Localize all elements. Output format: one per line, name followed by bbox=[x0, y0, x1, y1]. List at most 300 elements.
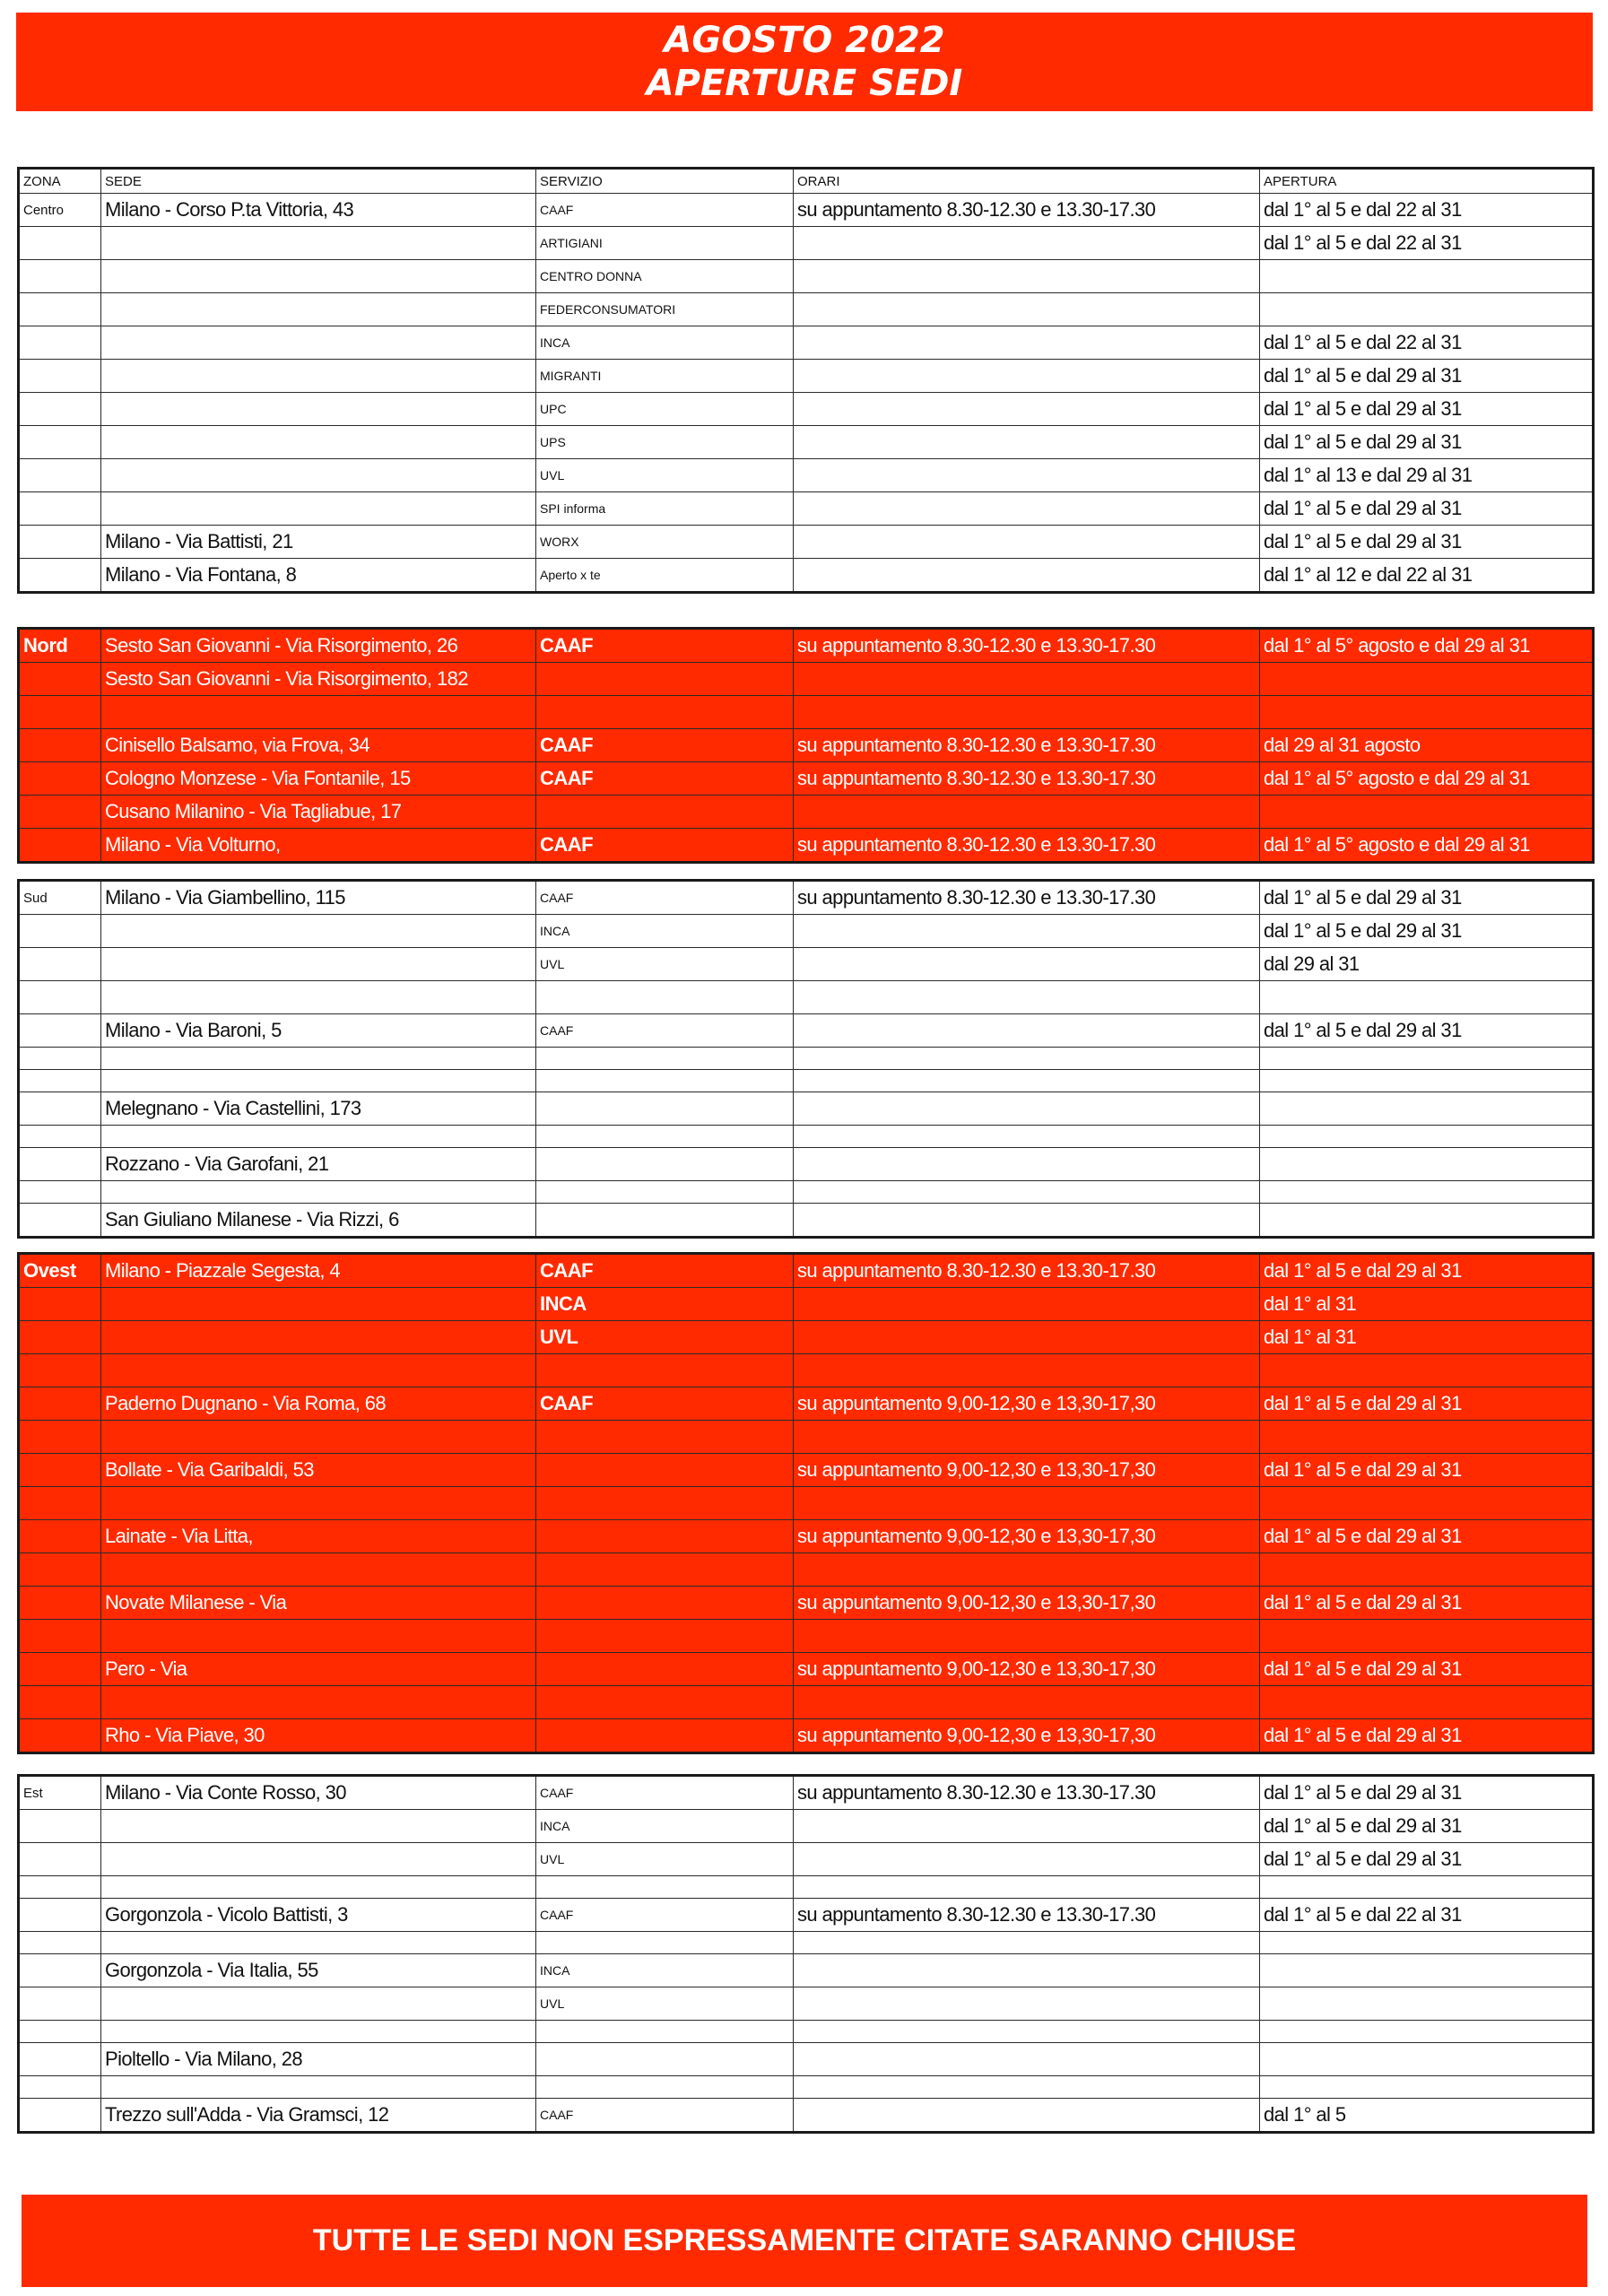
cell-apertura: dal 1° al 5 e dal 29 al 31 bbox=[1260, 1653, 1594, 1686]
table-row bbox=[19, 1587, 1594, 1620]
cell-servizio: CAAF bbox=[536, 2099, 794, 2133]
cell-sede bbox=[101, 492, 536, 526]
cell-apertura: dal 1° al 5 e dal 22 al 31 bbox=[1260, 227, 1594, 260]
cell-servizio: FEDERCONSUMATORI bbox=[536, 293, 794, 326]
cell-sede bbox=[101, 326, 536, 360]
cell-sede bbox=[101, 1487, 536, 1520]
cell-sede: Milano - Via Battisti, 21 bbox=[101, 526, 536, 559]
cell-sede bbox=[101, 696, 536, 729]
cell-apertura: dal 1° al 5 e dal 29 al 31 bbox=[1260, 1776, 1594, 1810]
table-row bbox=[19, 293, 1594, 326]
cell-zona bbox=[19, 1810, 101, 1843]
cell-zona bbox=[19, 829, 101, 863]
cell-sede bbox=[101, 981, 536, 1014]
cell-zona bbox=[19, 1719, 101, 1753]
cell-apertura: dal 1° al 5 e dal 29 al 31 bbox=[1260, 426, 1594, 459]
cell-sede bbox=[101, 1810, 536, 1843]
cell-apertura: dal 1° al 5 e dal 29 al 31 bbox=[1260, 1810, 1594, 1843]
cell-servizio bbox=[536, 1587, 794, 1620]
rows-centro bbox=[19, 194, 1594, 593]
cell-apertura bbox=[1260, 1876, 1594, 1899]
cell-zona: Est bbox=[19, 1776, 101, 1810]
cell-servizio bbox=[536, 1181, 794, 1204]
cell-zona bbox=[19, 1520, 101, 1553]
cell-sede: Melegnano - Via Castellini, 173 bbox=[101, 1092, 536, 1126]
cell-zona: Sud bbox=[19, 881, 101, 915]
cell-servizio: CAAF bbox=[536, 729, 794, 762]
cell-orari: su appuntamento 9,00-12,30 e 13,30-17,30 bbox=[794, 1653, 1260, 1686]
cell-zona bbox=[19, 1454, 101, 1487]
table-row bbox=[19, 1620, 1594, 1653]
cell-sede bbox=[101, 293, 536, 326]
cell-apertura: dal 1° al 5° agosto e dal 29 al 31 bbox=[1260, 829, 1594, 863]
cell-sede: Milano - Piazzale Segesta, 4 bbox=[101, 1254, 536, 1288]
table-row bbox=[19, 2021, 1594, 2043]
cell-orari: su appuntamento 9,00-12,30 e 13,30-17,30 bbox=[794, 1454, 1260, 1487]
cell-servizio: INCA bbox=[536, 915, 794, 948]
cell-zona bbox=[19, 2076, 101, 2099]
cell-zona bbox=[19, 1048, 101, 1070]
cell-servizio: CAAF bbox=[536, 629, 794, 663]
table-sud bbox=[17, 879, 1595, 1239]
cell-sede: Rho - Via Piave, 30 bbox=[101, 1719, 536, 1753]
cell-apertura: dal 1° al 5 e dal 29 al 31 bbox=[1260, 492, 1594, 526]
cell-servizio: CAAF bbox=[536, 1254, 794, 1288]
cell-zona bbox=[19, 1987, 101, 2021]
cell-orari bbox=[794, 2043, 1260, 2076]
table-row bbox=[19, 426, 1594, 459]
cell-servizio bbox=[536, 1148, 794, 1181]
cell-apertura bbox=[1260, 1354, 1594, 1387]
table-row bbox=[19, 1653, 1594, 1686]
cell-servizio: CAAF bbox=[536, 762, 794, 796]
cell-orari bbox=[794, 696, 1260, 729]
cell-apertura bbox=[1260, 1987, 1594, 2021]
cell-apertura: dal 1° al 5 e dal 29 al 31 bbox=[1260, 915, 1594, 948]
table-est bbox=[17, 1774, 1595, 2134]
cell-servizio bbox=[536, 1653, 794, 1686]
table-row bbox=[19, 1092, 1594, 1126]
cell-apertura: dal 1° al 5 bbox=[1260, 2099, 1594, 2133]
cell-sede: Milano - Via Fontana, 8 bbox=[101, 559, 536, 593]
cell-zona bbox=[19, 1587, 101, 1620]
cell-zona bbox=[19, 426, 101, 459]
cell-sede: Cologno Monzese - Via Fontanile, 15 bbox=[101, 762, 536, 796]
cell-sede bbox=[101, 1288, 536, 1321]
cell-orari bbox=[794, 1553, 1260, 1587]
cell-apertura bbox=[1260, 1686, 1594, 1719]
cell-servizio bbox=[536, 696, 794, 729]
table-row bbox=[19, 1932, 1594, 1954]
table-nord bbox=[17, 627, 1595, 864]
cell-apertura: dal 1° al 5 e dal 22 al 31 bbox=[1260, 326, 1594, 360]
cell-zona bbox=[19, 1126, 101, 1148]
table-row bbox=[19, 1686, 1594, 1719]
cell-servizio bbox=[536, 1126, 794, 1148]
cell-orari bbox=[794, 1014, 1260, 1048]
cell-servizio: MIGRANTI bbox=[536, 360, 794, 393]
cell-sede: Milano - Via Conte Rosso, 30 bbox=[101, 1776, 536, 1810]
table-row bbox=[19, 829, 1594, 863]
cell-orari bbox=[794, 526, 1260, 559]
cell-servizio bbox=[536, 2043, 794, 2076]
header-zona: ZONA bbox=[19, 169, 101, 194]
cell-orari bbox=[794, 663, 1260, 696]
table-row bbox=[19, 1553, 1594, 1587]
cell-apertura bbox=[1260, 696, 1594, 729]
cell-zona bbox=[19, 1354, 101, 1387]
cell-sede: Gorgonzola - Via Italia, 55 bbox=[101, 1954, 536, 1987]
cell-orari bbox=[794, 2021, 1260, 2043]
cell-apertura: dal 1° al 5 e dal 29 al 31 bbox=[1260, 393, 1594, 426]
cell-apertura: dal 1° al 5 e dal 29 al 31 bbox=[1260, 881, 1594, 915]
cell-servizio bbox=[536, 1421, 794, 1454]
table-row bbox=[19, 1321, 1594, 1354]
cell-apertura bbox=[1260, 293, 1594, 326]
cell-apertura bbox=[1260, 1553, 1594, 1587]
cell-sede: Cinisello Balsamo, via Frova, 34 bbox=[101, 729, 536, 762]
cell-orari: su appuntamento 8.30-12.30 e 13.30-17.30 bbox=[794, 629, 1260, 663]
cell-sede: Milano - Corso P.ta Vittoria, 43 bbox=[101, 194, 536, 227]
cell-zona bbox=[19, 1843, 101, 1876]
cell-sede: Trezzo sull'Adda - Via Gramsci, 12 bbox=[101, 2099, 536, 2133]
cell-sede bbox=[101, 948, 536, 981]
header-orari: ORARI bbox=[794, 169, 1260, 194]
cell-servizio bbox=[536, 2021, 794, 2043]
cell-servizio: INCA bbox=[536, 1288, 794, 1321]
table-ovest bbox=[17, 1252, 1595, 1754]
cell-apertura: dal 1° al 5 e dal 22 al 31 bbox=[1260, 1899, 1594, 1932]
cell-sede bbox=[101, 1126, 536, 1148]
cell-sede bbox=[101, 1181, 536, 1204]
cell-servizio bbox=[536, 663, 794, 696]
cell-apertura: dal 1° al 5° agosto e dal 29 al 31 bbox=[1260, 762, 1594, 796]
cell-orari bbox=[794, 293, 1260, 326]
cell-sede: Novate Milanese - Via bbox=[101, 1587, 536, 1620]
table-row bbox=[19, 1876, 1594, 1899]
cell-orari bbox=[794, 1126, 1260, 1148]
cell-zona bbox=[19, 1620, 101, 1653]
table-row bbox=[19, 1126, 1594, 1148]
cell-apertura bbox=[1260, 1148, 1594, 1181]
cell-orari bbox=[794, 1620, 1260, 1653]
cell-apertura: dal 1° al 5 e dal 29 al 31 bbox=[1260, 526, 1594, 559]
cell-orari bbox=[794, 1070, 1260, 1092]
cell-orari bbox=[794, 1987, 1260, 2021]
table-row bbox=[19, 1204, 1594, 1238]
cell-apertura bbox=[1260, 1954, 1594, 1987]
table-row bbox=[19, 1776, 1594, 1810]
cell-zona bbox=[19, 526, 101, 559]
cell-servizio bbox=[536, 1553, 794, 1587]
cell-zona bbox=[19, 1954, 101, 1987]
rows-est bbox=[19, 1776, 1594, 2133]
cell-apertura bbox=[1260, 1421, 1594, 1454]
header-row bbox=[19, 169, 1594, 194]
cell-zona bbox=[19, 1014, 101, 1048]
header-apertura: APERTURA bbox=[1260, 169, 1594, 194]
rows-ovest bbox=[19, 1254, 1594, 1753]
table-row bbox=[19, 1288, 1594, 1321]
cell-apertura bbox=[1260, 1620, 1594, 1653]
table-row bbox=[19, 559, 1594, 593]
cell-apertura bbox=[1260, 1487, 1594, 1520]
cell-apertura: dal 1° al 5 e dal 29 al 31 bbox=[1260, 1520, 1594, 1553]
cell-servizio bbox=[536, 1520, 794, 1553]
cell-orari bbox=[794, 1421, 1260, 1454]
cell-orari: su appuntamento 8.30-12.30 e 13.30-17.30 bbox=[794, 1254, 1260, 1288]
cell-orari bbox=[794, 2099, 1260, 2133]
cell-sede: Sesto San Giovanni - Via Risorgimento, 26 bbox=[101, 629, 536, 663]
rows-nord bbox=[19, 629, 1594, 863]
cell-apertura bbox=[1260, 260, 1594, 293]
cell-servizio bbox=[536, 1354, 794, 1387]
table-row bbox=[19, 1987, 1594, 2021]
cell-zona bbox=[19, 762, 101, 796]
cell-sede bbox=[101, 1843, 536, 1876]
cell-zona bbox=[19, 729, 101, 762]
cell-zona bbox=[19, 1653, 101, 1686]
cell-zona bbox=[19, 915, 101, 948]
cell-servizio: UPS bbox=[536, 426, 794, 459]
cell-sede: Milano - Via Giambellino, 115 bbox=[101, 881, 536, 915]
table-row bbox=[19, 981, 1594, 1014]
cell-zona bbox=[19, 1421, 101, 1454]
cell-apertura bbox=[1260, 1932, 1594, 1954]
cell-servizio: INCA bbox=[536, 1954, 794, 1987]
cell-zona bbox=[19, 459, 101, 492]
cell-sede bbox=[101, 1932, 536, 1954]
cell-apertura: dal 1° al 5 e dal 29 al 31 bbox=[1260, 1719, 1594, 1753]
cell-apertura: dal 1° al 31 bbox=[1260, 1288, 1594, 1321]
cell-zona bbox=[19, 1932, 101, 1954]
cell-zona bbox=[19, 1204, 101, 1238]
cell-apertura bbox=[1260, 1070, 1594, 1092]
cell-orari bbox=[794, 1148, 1260, 1181]
title-month: AGOSTO 2022 bbox=[664, 20, 945, 61]
table-row bbox=[19, 629, 1594, 663]
cell-servizio: CAAF bbox=[536, 1899, 794, 1932]
cell-zona bbox=[19, 2021, 101, 2043]
cell-apertura bbox=[1260, 1092, 1594, 1126]
cell-orari bbox=[794, 1048, 1260, 1070]
cell-orari bbox=[794, 360, 1260, 393]
cell-zona bbox=[19, 260, 101, 293]
cell-apertura bbox=[1260, 2021, 1594, 2043]
cell-servizio: UVL bbox=[536, 1321, 794, 1354]
cell-sede bbox=[101, 260, 536, 293]
cell-zona bbox=[19, 1148, 101, 1181]
cell-orari bbox=[794, 1810, 1260, 1843]
cell-sede: Sesto San Giovanni - Via Risorgimento, 182 bbox=[101, 663, 536, 696]
cell-sede: Lainate - Via Litta, bbox=[101, 1520, 536, 1553]
table-row bbox=[19, 1954, 1594, 1987]
cell-apertura bbox=[1260, 1181, 1594, 1204]
cell-zona bbox=[19, 326, 101, 360]
cell-orari: su appuntamento 8.30-12.30 e 13.30-17.30 bbox=[794, 1899, 1260, 1932]
cell-servizio: WORX bbox=[536, 526, 794, 559]
table-row bbox=[19, 227, 1594, 260]
cell-orari: su appuntamento 9,00-12,30 e 13,30-17,30 bbox=[794, 1587, 1260, 1620]
cell-zona bbox=[19, 1181, 101, 1204]
table-row bbox=[19, 1899, 1594, 1932]
cell-orari bbox=[794, 1288, 1260, 1321]
cell-orari bbox=[794, 260, 1260, 293]
cell-orari: su appuntamento 8.30-12.30 e 13.30-17.30 bbox=[794, 1776, 1260, 1810]
header-row-group bbox=[19, 169, 1594, 194]
cell-servizio: UVL bbox=[536, 1843, 794, 1876]
footer-banner: TUTTE LE SEDI NON ESPRESSAMENTE CITATE SARANNO CHIUSE bbox=[22, 2195, 1587, 2287]
cell-servizio: CAAF bbox=[536, 194, 794, 227]
cell-servizio: Aperto x te bbox=[536, 559, 794, 593]
cell-sede bbox=[101, 1421, 536, 1454]
cell-sede bbox=[101, 915, 536, 948]
cell-zona bbox=[19, 2043, 101, 2076]
cell-servizio bbox=[536, 1092, 794, 1126]
cell-servizio: CAAF bbox=[536, 881, 794, 915]
cell-sede bbox=[101, 2076, 536, 2099]
cell-apertura: dal 29 al 31 agosto bbox=[1260, 729, 1594, 762]
cell-servizio: CAAF bbox=[536, 1776, 794, 1810]
cell-servizio bbox=[536, 981, 794, 1014]
cell-orari bbox=[794, 393, 1260, 426]
cell-apertura: dal 1° al 5 e dal 29 al 31 bbox=[1260, 1254, 1594, 1288]
cell-apertura: dal 1° al 5 e dal 22 al 31 bbox=[1260, 194, 1594, 227]
cell-sede bbox=[101, 1070, 536, 1092]
table-row bbox=[19, 663, 1594, 696]
cell-zona bbox=[19, 981, 101, 1014]
cell-zona bbox=[19, 227, 101, 260]
cell-orari bbox=[794, 326, 1260, 360]
cell-zona bbox=[19, 1899, 101, 1932]
cell-orari: su appuntamento 9,00-12,30 e 13,30-17,30 bbox=[794, 1719, 1260, 1753]
cell-servizio: UPC bbox=[536, 393, 794, 426]
cell-orari bbox=[794, 1354, 1260, 1387]
cell-sede: Bollate - Via Garibaldi, 53 bbox=[101, 1454, 536, 1487]
cell-apertura: dal 1° al 5 e dal 29 al 31 bbox=[1260, 1454, 1594, 1487]
cell-servizio bbox=[536, 1620, 794, 1653]
cell-sede bbox=[101, 1553, 536, 1587]
cell-zona bbox=[19, 293, 101, 326]
title-banner bbox=[16, 13, 1593, 111]
cell-orari bbox=[794, 1181, 1260, 1204]
table-row bbox=[19, 1454, 1594, 1487]
cell-sede bbox=[101, 393, 536, 426]
cell-zona bbox=[19, 1387, 101, 1421]
cell-sede: Milano - Via Volturno, bbox=[101, 829, 536, 863]
cell-apertura bbox=[1260, 2043, 1594, 2076]
cell-servizio: CAAF bbox=[536, 829, 794, 863]
cell-sede bbox=[101, 1987, 536, 2021]
cell-apertura bbox=[1260, 2076, 1594, 2099]
cell-servizio: UVL bbox=[536, 948, 794, 981]
cell-orari bbox=[794, 981, 1260, 1014]
table-row bbox=[19, 915, 1594, 948]
table-row bbox=[19, 796, 1594, 829]
table-row bbox=[19, 393, 1594, 426]
cell-zona bbox=[19, 696, 101, 729]
cell-zona: Ovest bbox=[19, 1254, 101, 1288]
cell-zona bbox=[19, 360, 101, 393]
table-row bbox=[19, 360, 1594, 393]
cell-sede bbox=[101, 227, 536, 260]
cell-servizio bbox=[536, 1932, 794, 1954]
cell-sede: Gorgonzola - Vicolo Battisti, 3 bbox=[101, 1899, 536, 1932]
cell-orari bbox=[794, 1686, 1260, 1719]
cell-sede: Cusano Milanino - Via Tagliabue, 17 bbox=[101, 796, 536, 829]
cell-servizio: CENTRO DONNA bbox=[536, 260, 794, 293]
cell-zona bbox=[19, 1288, 101, 1321]
cell-sede bbox=[101, 1321, 536, 1354]
cell-orari bbox=[794, 1487, 1260, 1520]
table-row bbox=[19, 1719, 1594, 1753]
cell-servizio bbox=[536, 1686, 794, 1719]
cell-sede bbox=[101, 426, 536, 459]
table-row bbox=[19, 2043, 1594, 2076]
cell-zona bbox=[19, 948, 101, 981]
table-row bbox=[19, 1254, 1594, 1288]
cell-orari bbox=[794, 1876, 1260, 1899]
table-row bbox=[19, 2076, 1594, 2099]
table-row bbox=[19, 1421, 1594, 1454]
table-row bbox=[19, 1387, 1594, 1421]
cell-apertura bbox=[1260, 1126, 1594, 1148]
cell-servizio bbox=[536, 1876, 794, 1899]
cell-apertura: dal 1° al 12 e dal 22 al 31 bbox=[1260, 559, 1594, 593]
cell-sede: Milano - Via Baroni, 5 bbox=[101, 1014, 536, 1048]
cell-sede bbox=[101, 1876, 536, 1899]
table-row bbox=[19, 729, 1594, 762]
cell-sede bbox=[101, 2021, 536, 2043]
cell-zona bbox=[19, 1553, 101, 1587]
cell-zona bbox=[19, 393, 101, 426]
table-row bbox=[19, 260, 1594, 293]
cell-servizio: CAAF bbox=[536, 1387, 794, 1421]
cell-servizio bbox=[536, 1487, 794, 1520]
cell-sede: Pero - Via bbox=[101, 1653, 536, 1686]
cell-apertura: dal 1° al 5 e dal 29 al 31 bbox=[1260, 1587, 1594, 1620]
cell-orari: su appuntamento 9,00-12,30 e 13,30-17,30 bbox=[794, 1387, 1260, 1421]
cell-orari bbox=[794, 915, 1260, 948]
cell-servizio: INCA bbox=[536, 1810, 794, 1843]
cell-orari: su appuntamento 8.30-12.30 e 13.30-17.30 bbox=[794, 194, 1260, 227]
cell-apertura bbox=[1260, 663, 1594, 696]
cell-orari: su appuntamento 8.30-12.30 e 13.30-17.30 bbox=[794, 729, 1260, 762]
table-row bbox=[19, 2099, 1594, 2133]
cell-servizio: SPI informa bbox=[536, 492, 794, 526]
table-row bbox=[19, 1048, 1594, 1070]
cell-sede: Paderno Dugnano - Via Roma, 68 bbox=[101, 1387, 536, 1421]
cell-orari bbox=[794, 796, 1260, 829]
table-row bbox=[19, 696, 1594, 729]
cell-sede bbox=[101, 1686, 536, 1719]
cell-zona bbox=[19, 1876, 101, 1899]
table-row bbox=[19, 948, 1594, 981]
cell-servizio bbox=[536, 2076, 794, 2099]
cell-servizio: UVL bbox=[536, 1987, 794, 2021]
cell-zona bbox=[19, 1321, 101, 1354]
cell-orari: su appuntamento 8.30-12.30 e 13.30-17.30 bbox=[794, 881, 1260, 915]
cell-sede bbox=[101, 360, 536, 393]
cell-zona bbox=[19, 1092, 101, 1126]
table-row bbox=[19, 881, 1594, 915]
cell-zona: Nord bbox=[19, 629, 101, 663]
table-row bbox=[19, 1487, 1594, 1520]
table-row bbox=[19, 1520, 1594, 1553]
cell-servizio bbox=[536, 1070, 794, 1092]
cell-orari bbox=[794, 227, 1260, 260]
cell-apertura bbox=[1260, 1204, 1594, 1238]
